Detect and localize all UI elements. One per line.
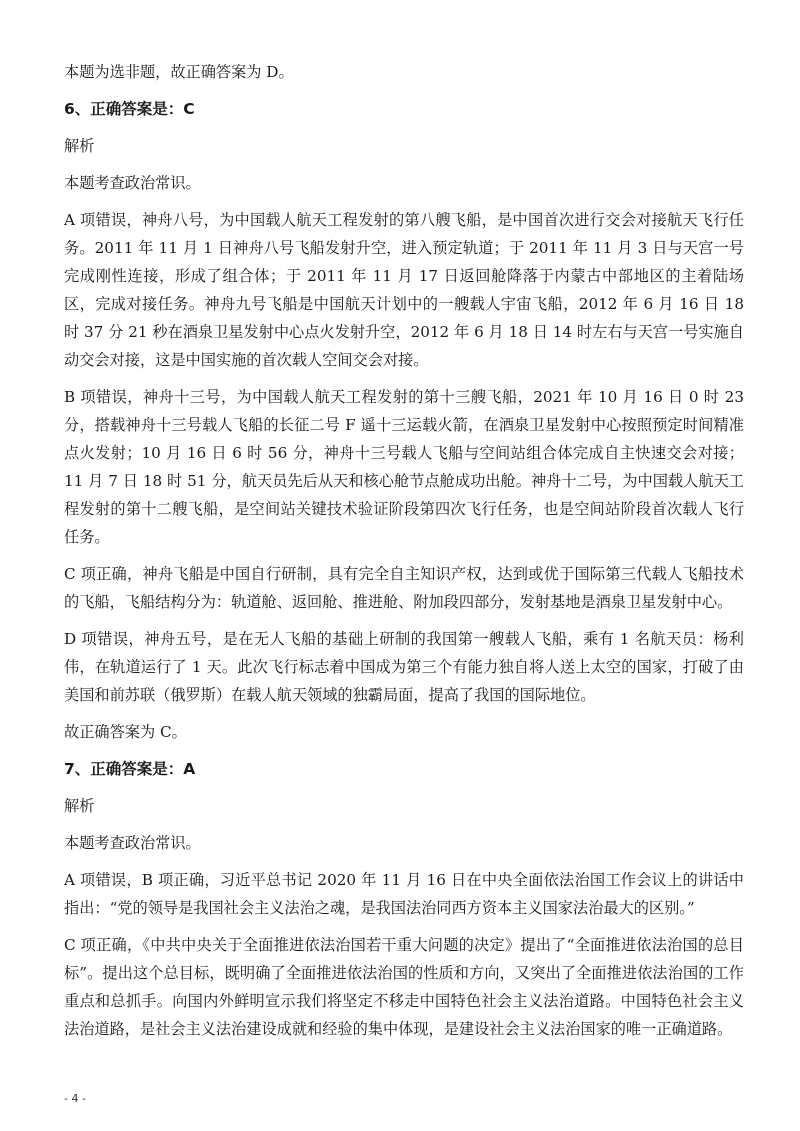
q6-answer-heading: 6、正确答案是：C bbox=[64, 100, 195, 118]
q6-option-c: C 项正确，神舟飞船是中国自行研制，具有完全自主知识产权，达到或优于国际第三代载人飞船技术的飞船，飞船结构分为：轨道舱、返回舱、推进舱、附加段四部分，发射基地是酒泉卫星发射中心。 bbox=[64, 565, 744, 611]
q6-option-d: D 项错误，神舟五号，是在无人飞船的基础上研制的我国第一艘载人飞船，乘有 1 名航天员：杨利伟，在轨道运行了 1 天。此次飞行标志着中国成为第三个有能力独自将人送上太空的国家，打破了由美国和前苏联（俄罗斯）在载人航天领域的独霸局面，提高了我国的国际地位。 bbox=[64, 630, 744, 704]
q7-option-c: C 项正确，《中共中央关于全面推进依法治国若干重大问题的决定》提出了“全面推进依法治国的总目标”。提出这个总目标，既明确了全面推进依法治国的性质和方向，又突出了全面推进依法治国的工作重点和总抓手。向国内外鲜明宣示我们将坚定不移走中国特色社会主义法治道路。中国特色社会主义法治道路，是社会主义法治建设成就和经验的集中体现，是建设社会主义法治国家的唯一正确道路。 bbox=[64, 936, 744, 1038]
q6-conclusion: 故正确答案为 C。 bbox=[64, 723, 187, 741]
q7-analysis-label: 解析 bbox=[64, 797, 95, 815]
q7-option-ab: A 项错误，B 项正确，习近平总书记 2020 年 11 月 16 日在中央全面依法治国工作会议上的讲话中指出：“党的领导是我国社会主义法治之魂，是我国法治同西方资本主义国家法治最大的区别。” bbox=[64, 871, 744, 917]
q6-intro: 本题考查政治常识。 bbox=[64, 174, 201, 192]
document-page bbox=[64, 58, 744, 1052]
page-number: - 4 - bbox=[64, 1092, 86, 1105]
q7-answer-heading: 7、正确答案是：A bbox=[64, 760, 196, 778]
q5-conclusion: 本题为选非题，故正确答案为 D。 bbox=[64, 63, 294, 81]
q7-intro: 本题考查政治常识。 bbox=[64, 834, 201, 852]
q6-analysis-label: 解析 bbox=[64, 137, 95, 155]
q6-option-a: A 项错误，神舟八号，为中国载人航天工程发射的第八艘飞船，是中国首次进行交会对接航天飞行任务。2011 年 11 月 1 日神舟八号飞船发射升空，进入预定轨道；于 2011 年 11 月 3 日与天宫一号完成刚性连接，形成了组合体；于 2011 年 11 月 17 日返回舱降落于内蒙古中部地区的主着陆场区，完成对接任务。神舟九号飞船是中国航天计划中的一艘载人宇宙飞船，2012 年 6 月 16 日 18 时 37 分 21 秒在酒泉卫星发射中心点火发射升空，2012 年 6 月 18 日 14 时左右与天宫一号实施自动交会对接，这是中国实施的首次载人空间交会对接。 bbox=[64, 211, 744, 369]
q6-option-b: B 项错误，神舟十三号，为中国载人航天工程发射的第十三艘飞船，2021 年 10 月 16 日 0 时 23 分，搭载神舟十三号载人飞船的长征二号 F 遥十三运载火箭，在酒泉卫星发射中心按照预定时间精准点火发射；10 月 16 日 6 时 56 分，神舟十三号载人飞船与空间站组合体完成自主快速交会对接；11 月 7 日 18 时 51 分，航天员先后从天和核心舱节点舱成功出舱。神舟十二号，为中国载人航天工程发射的第十二艘飞船，是空间站关键技术验证阶段第四次飞行任务，也是空间站阶段首次载人飞行任务。 bbox=[64, 388, 744, 546]
